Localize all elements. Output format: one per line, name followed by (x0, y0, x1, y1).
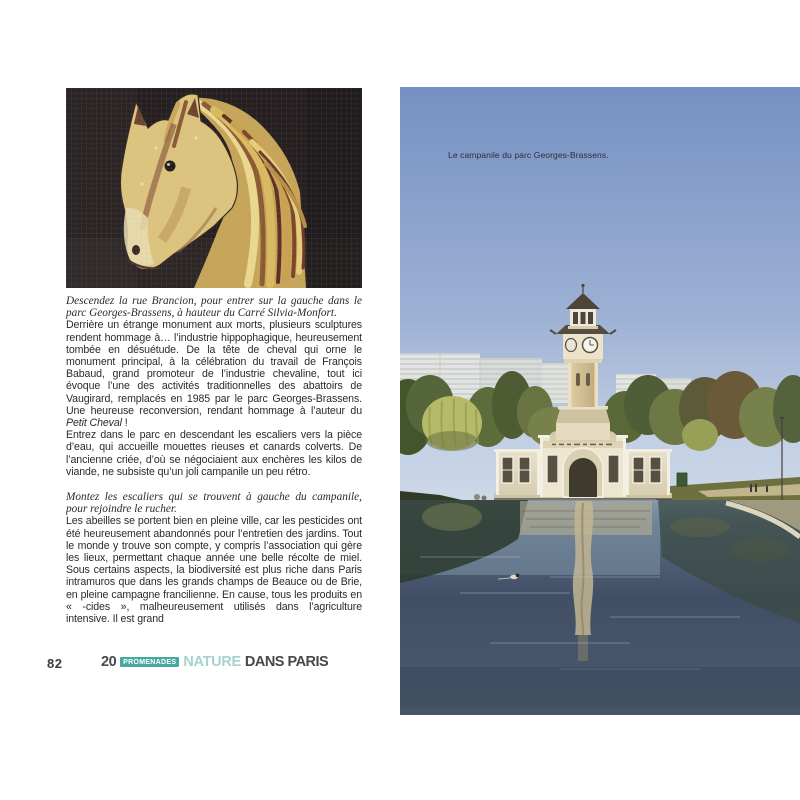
photo-caption: Le campanile du parc Georges-Brassens. (448, 150, 609, 160)
left-page-text (66, 295, 362, 625)
logo-dans-paris: DANS PARIS (244, 654, 329, 670)
campanile-photo-drawing (400, 87, 800, 715)
page-number: 82 (47, 656, 63, 671)
left-page (66, 88, 362, 625)
campanile-photo (400, 87, 800, 715)
clock-face-side (566, 339, 577, 352)
arched-door (563, 448, 603, 497)
horse-mosaic-drawing (66, 88, 362, 288)
paragraph-intro-italic: Descendez la rue Brancion, pour entrer sur la gauche dans le parc Georges-Brassens, à hauteur du Carré Silvia-Monfort. (66, 295, 362, 320)
utility-box (677, 473, 687, 486)
paragraph-body-3: Les abeilles se portent bien en pleine ville, car les pesticides ont été heureusement abandonnés pour l’entretien des jardins. Tout le monde y trouve son compte, y compris l’association qui gère les lieux, permettant chaque année une belle récolte de miel. Sous certains aspects, la biodiversité est plus riche dans Paris intramuros que dans les grands champs de Beauce ou de Brie, en pleine campagne francilienne. En cause, tous les produits en « -cides », malheureusement utilisés dans l’agriculture intensive. Il est grand (66, 515, 362, 626)
collection-logo (101, 654, 328, 670)
paragraph-direction-italic: Montez les escaliers qui se trouvent à gauche du campanile, pour rejoindre le rucher. (66, 491, 362, 516)
petit-cheval-italic: Petit Cheval (66, 417, 122, 430)
logo-nature-word: NATURE (183, 654, 241, 670)
logo-number: 20 (101, 654, 117, 670)
logo-promenades-badge: PROMENADES (120, 657, 179, 668)
paragraph-body-1 (66, 319, 362, 429)
paragraph-body-1-end: ! (121, 417, 128, 430)
pond-water (400, 500, 800, 715)
paragraph-body-2: Entrez dans le parc en descendant les escaliers vers la pièce d’eau, qui accueille mouettes rieuses et canards colverts. De l’ancienne criée, d’où se négociaient aux enchères les kilos de viande, ne subsiste qu’un joli campanile un peu rétro. (66, 429, 362, 478)
willow-tree (422, 396, 482, 451)
horse-mosaic-image (66, 88, 362, 288)
paragraph-body-1-text: Derrière un étrange monument aux morts, plusieurs sculptures rendent hommage à… l’industrie hippophagique, heureusement tombée en désuétude. De la tête de cheval qui orne le monument principal, à la célébration du travail de François Babaud, grand promoteur de l’industrie chevaline, tout ici évoque l’une des activités traditionnelles des abattoirs de Vaugirard, remplacés en 1985 par le parc Georges-Brassens. Une heureuse reconversion, rendant hommage à l’auteur du (66, 319, 362, 417)
